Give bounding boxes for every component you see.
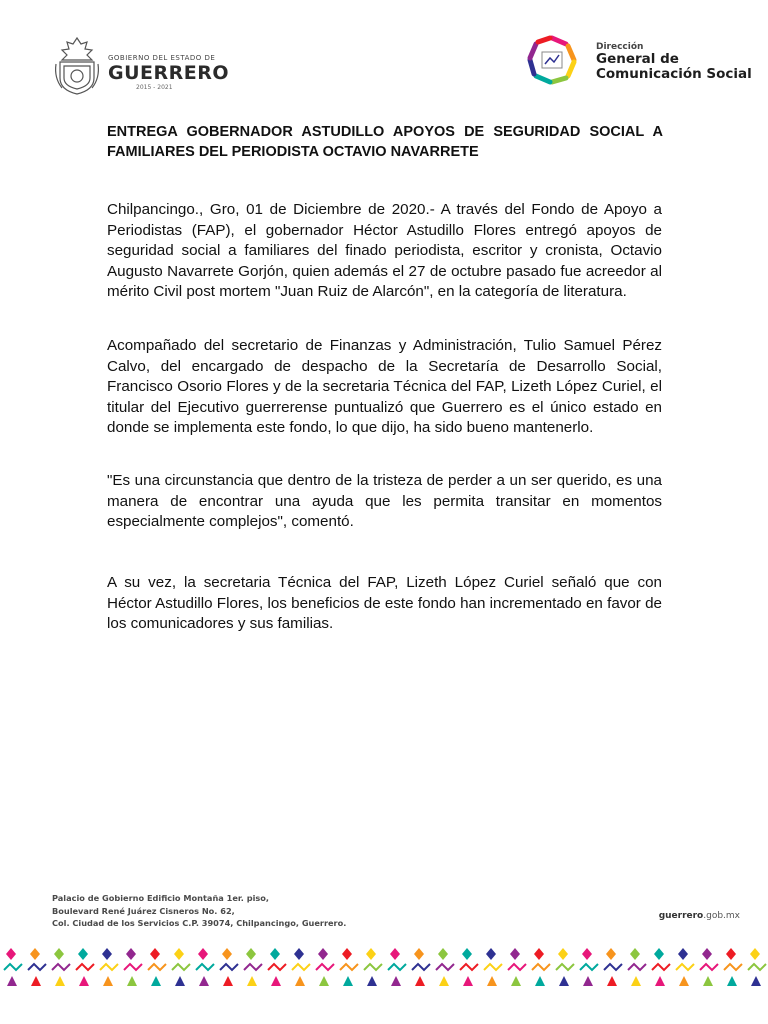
band-motif: [726, 948, 736, 960]
band-motif: [652, 964, 670, 970]
band-motif: [103, 976, 113, 986]
band-motif: [580, 964, 598, 970]
band-motif: [606, 948, 616, 960]
band-motif: [343, 976, 353, 986]
band-motif: [244, 964, 262, 970]
band-motif: [607, 976, 617, 986]
website-domain-bold: guerrero: [658, 911, 704, 921]
press-release-title: ENTREGA GOBERNADOR ASTUDILLO APOYOS DE SEGURIDAD SOCIAL A FAMILIARES DEL PERIODISTA OCTAVIO NAVARRETE: [107, 124, 663, 160]
band-motif: [510, 948, 520, 960]
band-motif: [196, 964, 214, 970]
band-motif: [367, 976, 377, 986]
paragraph-2: Acompañado del secretario de Finanzas y Administración, Tulio Samuel Pérez Calvo, del encargado de despacho de la Secretaría de Desarrollo Social, Francisco Osorio Flores y de la secretaria Técnica del FAP, Lizeth López Curiel, el titular del Ejecutivo guerrerense puntualizó que Guerrero es el único estado en donde se implementa este fondo, lo que dijo, ha sido bueno mantenerlo.: [107, 337, 662, 436]
band-motif: [534, 948, 544, 960]
band-motif: [31, 976, 41, 986]
band-motif: [391, 976, 401, 986]
dgcs-label-general: General de: [596, 51, 679, 67]
band-motif: [460, 964, 478, 970]
band-motif: [678, 948, 688, 960]
state-seal-icon: [52, 34, 102, 96]
band-motif: [748, 964, 766, 970]
band-motif: [102, 948, 112, 960]
paragraph-3: "Es una circunstancia que dentro de la tristeza de perder a un ser querido, es una manera de encontrar una ayuda que les permita transitar en momentos especialmente complejos", comentó.: [107, 472, 662, 530]
band-motif: [4, 964, 22, 970]
website-domain-suffix: .gob.mx: [703, 911, 740, 921]
band-motif: [151, 976, 161, 986]
band-motif: [486, 948, 496, 960]
state-name: GUERRERO: [108, 62, 230, 84]
band-motif: [76, 964, 94, 970]
band-motif: [246, 948, 256, 960]
band-motif: [124, 964, 142, 970]
band-motif: [52, 964, 70, 970]
dgcs-star-icon: [526, 34, 578, 86]
band-motif: [583, 976, 593, 986]
band-motif: [532, 964, 550, 970]
band-motif: [654, 948, 664, 960]
band-motif: [270, 948, 280, 960]
band-motif: [316, 964, 334, 970]
band-motif: [294, 948, 304, 960]
band-motif: [295, 976, 305, 986]
band-motif: [28, 964, 46, 970]
dgcs-label-comunicacion: Comunicación Social: [596, 66, 752, 82]
footer-address: [52, 892, 412, 930]
address-line-2: Boulevard René Juárez Cisneros No. 62,: [52, 905, 235, 916]
band-motif: [366, 948, 376, 960]
band-motif: [220, 964, 238, 970]
band-motif: [55, 976, 65, 986]
band-motif: [630, 948, 640, 960]
band-motif: [462, 948, 472, 960]
band-motif: [415, 976, 425, 986]
band-motif: [676, 964, 694, 970]
band-motif: [751, 976, 761, 986]
band-motif: [558, 948, 568, 960]
band-motif: [175, 976, 185, 986]
band-motif: [535, 976, 545, 986]
band-motif: [414, 948, 424, 960]
administration-years: 2015 - 2021: [136, 84, 173, 91]
band-motif: [247, 976, 257, 986]
band-motif: [388, 964, 406, 970]
dgcs-label-direccion: Dirección: [596, 42, 644, 52]
band-motif: [342, 948, 352, 960]
band-motif: [150, 948, 160, 960]
address-line-3: Col. Ciudad de los Servicios C.P. 39074, Chilpancingo, Guerrero.: [52, 918, 347, 928]
band-motif: [79, 976, 89, 986]
band-motif: [127, 976, 137, 986]
dgcs-logo: [526, 34, 752, 88]
band-motif: [271, 976, 281, 986]
paragraph-1: Chilpancingo., Gro, 01 de Diciembre de 2020.- A través del Fondo de Apoyo a Periodistas (FAP), el gobernador Héctor Astudillo Flores entregó apoyos de seguridad social a familiares del finado periodista, escritor y cronista, Octavio Augusto Navarrete Gorjón, quien además el 27 de octubre pasado fue acreedor al mérito Civil post mortem "Juan Ruiz de Alarcón", en la categoría de literatura.: [107, 201, 662, 300]
band-motif: [463, 976, 473, 986]
government-label: GOBIERNO DEL ESTADO DE: [108, 54, 216, 62]
address-line-1: Palacio de Gobierno Edificio Montaña 1er. piso,: [52, 893, 270, 903]
footer-website: [659, 911, 740, 921]
band-motif: [412, 964, 430, 970]
band-motif: [174, 948, 184, 960]
band-motif: [487, 976, 497, 986]
band-motif: [700, 964, 718, 970]
band-motif: [198, 948, 208, 960]
band-motif: [631, 976, 641, 986]
band-motif: [7, 976, 17, 986]
band-motif: [439, 976, 449, 986]
band-motif: [679, 976, 689, 986]
band-motif: [727, 976, 737, 986]
band-motif: [30, 948, 40, 960]
band-motif: [78, 948, 88, 960]
band-motif: [222, 948, 232, 960]
band-motif: [436, 964, 454, 970]
band-motif: [702, 948, 712, 960]
band-motif: [484, 964, 502, 970]
band-motif: [292, 964, 310, 970]
band-motif: [268, 964, 286, 970]
band-motif: [54, 948, 64, 960]
band-motif: [126, 948, 136, 960]
band-motif: [199, 976, 209, 986]
band-motif: [511, 976, 521, 986]
band-motif: [364, 964, 382, 970]
band-motif: [604, 964, 622, 970]
band-motif: [148, 964, 166, 970]
band-motif: [319, 976, 329, 986]
band-motif: [438, 948, 448, 960]
band-motif: [340, 964, 358, 970]
band-motif: [655, 976, 665, 986]
band-motif: [556, 964, 574, 970]
band-motif: [703, 976, 713, 986]
band-motif: [724, 964, 742, 970]
band-motif: [318, 948, 328, 960]
paragraph-4: A su vez, la secretaria Técnica del FAP, Lizeth López Curiel señaló que con Héctor Astudillo Flores, los beneficios de este fondo han incrementado en favor de los comunicadores y sus familias.: [107, 574, 662, 632]
band-motif: [172, 964, 190, 970]
band-motif: [750, 948, 760, 960]
decorative-embroidery-band: [0, 942, 768, 992]
government-logo: [52, 34, 230, 98]
band-motif: [628, 964, 646, 970]
band-motif: [390, 948, 400, 960]
band-motif: [6, 948, 16, 960]
band-motif: [582, 948, 592, 960]
band-motif: [100, 964, 118, 970]
band-motif: [559, 976, 569, 986]
band-motif: [508, 964, 526, 970]
band-motif: [223, 976, 233, 986]
